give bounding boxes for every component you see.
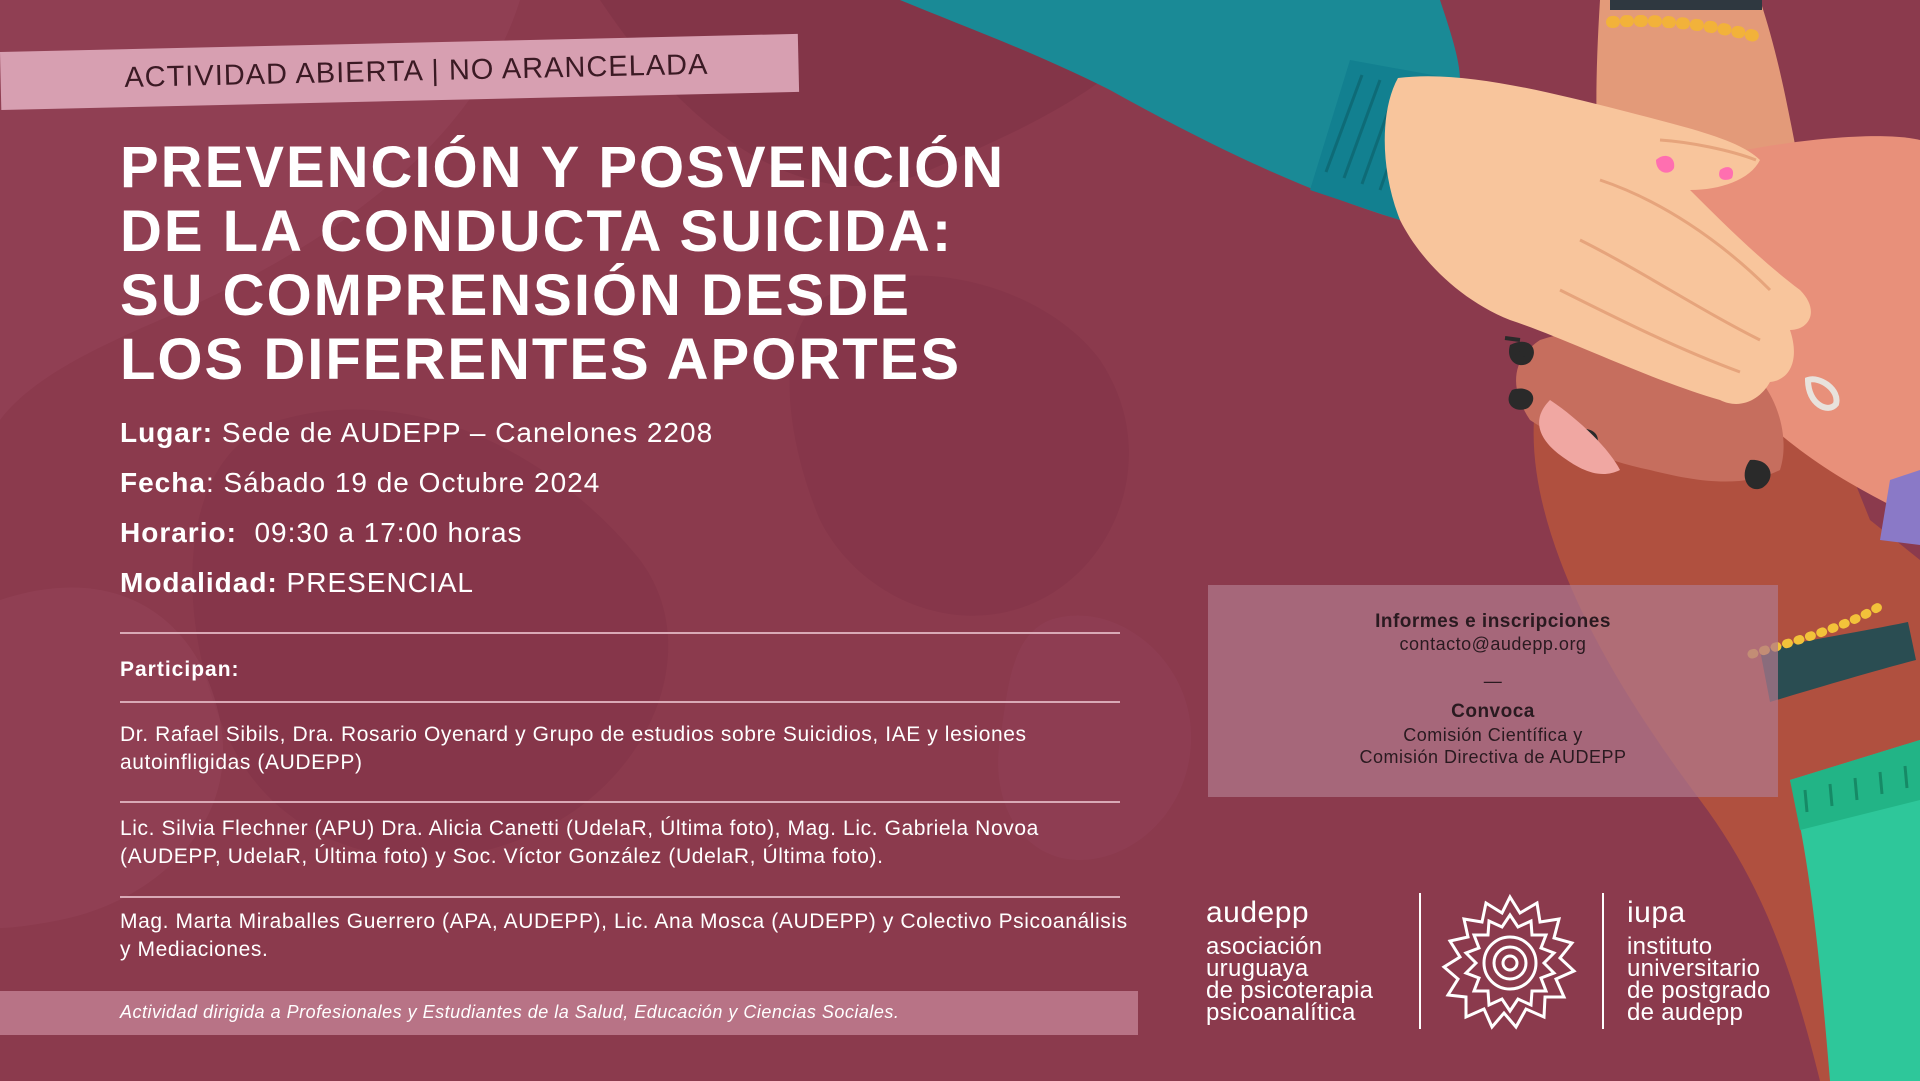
- contact-email[interactable]: contacto@audepp.org: [1399, 634, 1587, 654]
- audience-text: Actividad dirigida a Profesionales y Estudiantes de la Salud, Educación y Ciencias Sociales.: [120, 1002, 900, 1022]
- audepp-logo-subtitle: [1206, 933, 1374, 1026]
- divider-1: [120, 632, 1120, 634]
- convoca-line-1: Comisión Científica y: [1403, 725, 1583, 745]
- open-activity-text: ACTIVIDAD ABIERTA | NO ARANCELADA: [124, 48, 709, 94]
- convoca-label: Convoca: [1451, 701, 1535, 722]
- participants-label: Participan:: [120, 658, 240, 681]
- title-line-2: DE LA CONDUCTA SUICIDA:: [120, 199, 954, 264]
- fecha-value: : Sábado 19 de Octubre 2024: [205, 467, 601, 498]
- divider-2: [120, 701, 1120, 703]
- iupa-logo-word: iupa: [1627, 896, 1686, 929]
- convoca-line-2: Comisión Directiva de AUDEPP: [1359, 747, 1627, 767]
- title-line-4: LOS DIFERENTES APORTES: [120, 327, 962, 392]
- iupa-sub-1: instituto: [1627, 933, 1713, 960]
- event-title: [120, 136, 1160, 392]
- title-line-1: PREVENCIÓN Y POSVENCIÓN: [120, 135, 1006, 200]
- audepp-seal-icon: [1440, 893, 1580, 1033]
- audepp-sub-1: asociación: [1206, 933, 1323, 960]
- detail-horario: [120, 517, 523, 549]
- detail-modalidad: [120, 567, 474, 599]
- participants-group-3: Mag. Marta Miraballes Guerrero (APA, AUDEPP), Lic. Ana Mosca (AUDEPP) y Colectivo Psicoanálisis y Mediaciones.: [120, 910, 1128, 961]
- contact-heading: Informes e inscripciones: [1375, 611, 1611, 632]
- contact-box: [1208, 585, 1778, 797]
- divider-4: [120, 896, 1120, 898]
- lugar-value: Sede de AUDEPP – Canelones 2208: [213, 417, 714, 448]
- logo-separator-2: [1602, 893, 1604, 1029]
- detail-lugar: [120, 417, 713, 449]
- detail-fecha: [120, 467, 600, 499]
- iupa-sub-2: universitario: [1627, 955, 1761, 982]
- contact-dash: —: [1483, 671, 1503, 691]
- modalidad-label: Modalidad:: [120, 567, 278, 598]
- lugar-label: Lugar:: [120, 417, 214, 448]
- horario-value: 09:30 a 17:00 horas: [236, 517, 523, 548]
- audepp-sub-3: de psicoterapia: [1206, 977, 1374, 1004]
- iupa-logo-subtitle: [1627, 933, 1771, 1026]
- iupa-sub-3: de postgrado: [1627, 977, 1771, 1004]
- audepp-logo-word: audepp: [1206, 896, 1310, 929]
- logo-separator-1: [1419, 893, 1421, 1029]
- participants-group-1: Dr. Rafael Sibils, Dra. Rosario Oyenard y Grupo de estudios sobre Suicidios, IAE y lesiones autoinfligidas (AUDEPP): [120, 723, 1027, 774]
- iupa-sub-4: de audepp: [1627, 999, 1744, 1026]
- audepp-sub-4: psicoanalítica: [1206, 999, 1356, 1026]
- title-line-3: SU COMPRENSIÓN DESDE: [120, 263, 911, 328]
- horario-label: Horario:: [120, 517, 237, 548]
- modalidad-value: PRESENCIAL: [277, 567, 474, 598]
- fecha-label: Fecha: [120, 467, 206, 498]
- participants-group-2: Lic. Silvia Flechner (APU) Dra. Alicia Canetti (UdelaR, Última foto), Mag. Lic. Gabriela Novoa (AUDEPP, UdelaR, Última foto) y Soc. Víctor González (UdelaR, Última foto).: [120, 817, 1039, 868]
- divider-3: [120, 801, 1120, 803]
- audepp-sub-2: uruguaya: [1206, 955, 1309, 982]
